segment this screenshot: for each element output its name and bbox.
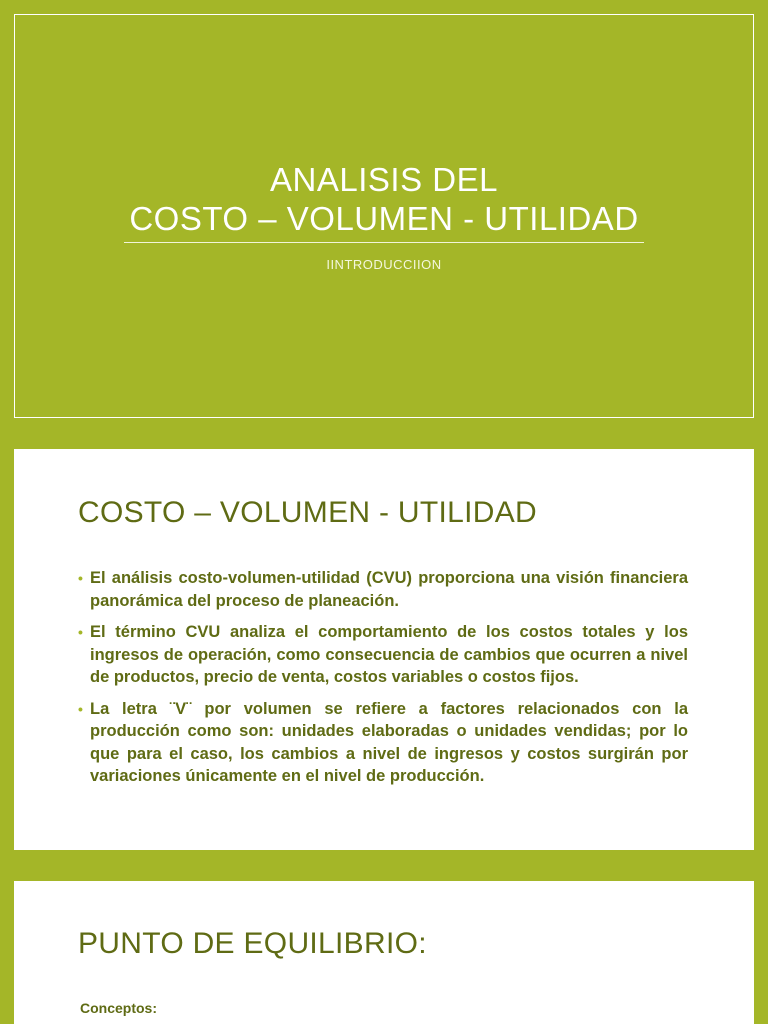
title-line-2: COSTO – VOLUMEN - UTILIDAD xyxy=(129,200,639,237)
bullet-item xyxy=(78,567,688,612)
slide-heading: PUNTO DE EQUILIBRIO: xyxy=(78,927,427,960)
bullet-item xyxy=(78,621,688,689)
title-underline xyxy=(124,242,644,243)
equilibrium-slide[interactable] xyxy=(14,881,754,1024)
bullet-dot-icon: • xyxy=(78,570,83,586)
title-slide[interactable] xyxy=(14,14,754,418)
bullet-dot-icon: • xyxy=(78,624,83,640)
concepts-label: Conceptos: xyxy=(80,1000,157,1016)
title-block xyxy=(15,161,753,272)
bullet-text: El término CVU analiza el comportamiento de los costos totales y los ingresos de operación, como consecuencia de cambios que ocurren a nivel de productos, precio de venta, costos variables o costos fijos. xyxy=(90,623,688,686)
cvu-slide[interactable] xyxy=(14,449,754,850)
slide-heading: COSTO – VOLUMEN - UTILIDAD xyxy=(78,496,537,529)
bullet-list xyxy=(78,567,688,797)
bullet-item xyxy=(78,698,688,788)
title-line-1: ANALISIS DEL xyxy=(270,161,498,198)
bullet-text: La letra ¨V¨ por volumen se refiere a factores relacionados con la producción como son: unidades elaboradas o unidades vendidas; por lo que para el caso, los cambios a nivel de ingresos y costos surgirán por variaciones únicamente en el nivel de producción. xyxy=(90,699,688,785)
bullet-text: El análisis costo-volumen-utilidad (CVU) proporciona una visión financiera panorámica del proceso de planeación. xyxy=(90,569,688,610)
bullet-dot-icon: • xyxy=(78,700,83,717)
subtitle: IINTRODUCCIION xyxy=(326,257,442,272)
